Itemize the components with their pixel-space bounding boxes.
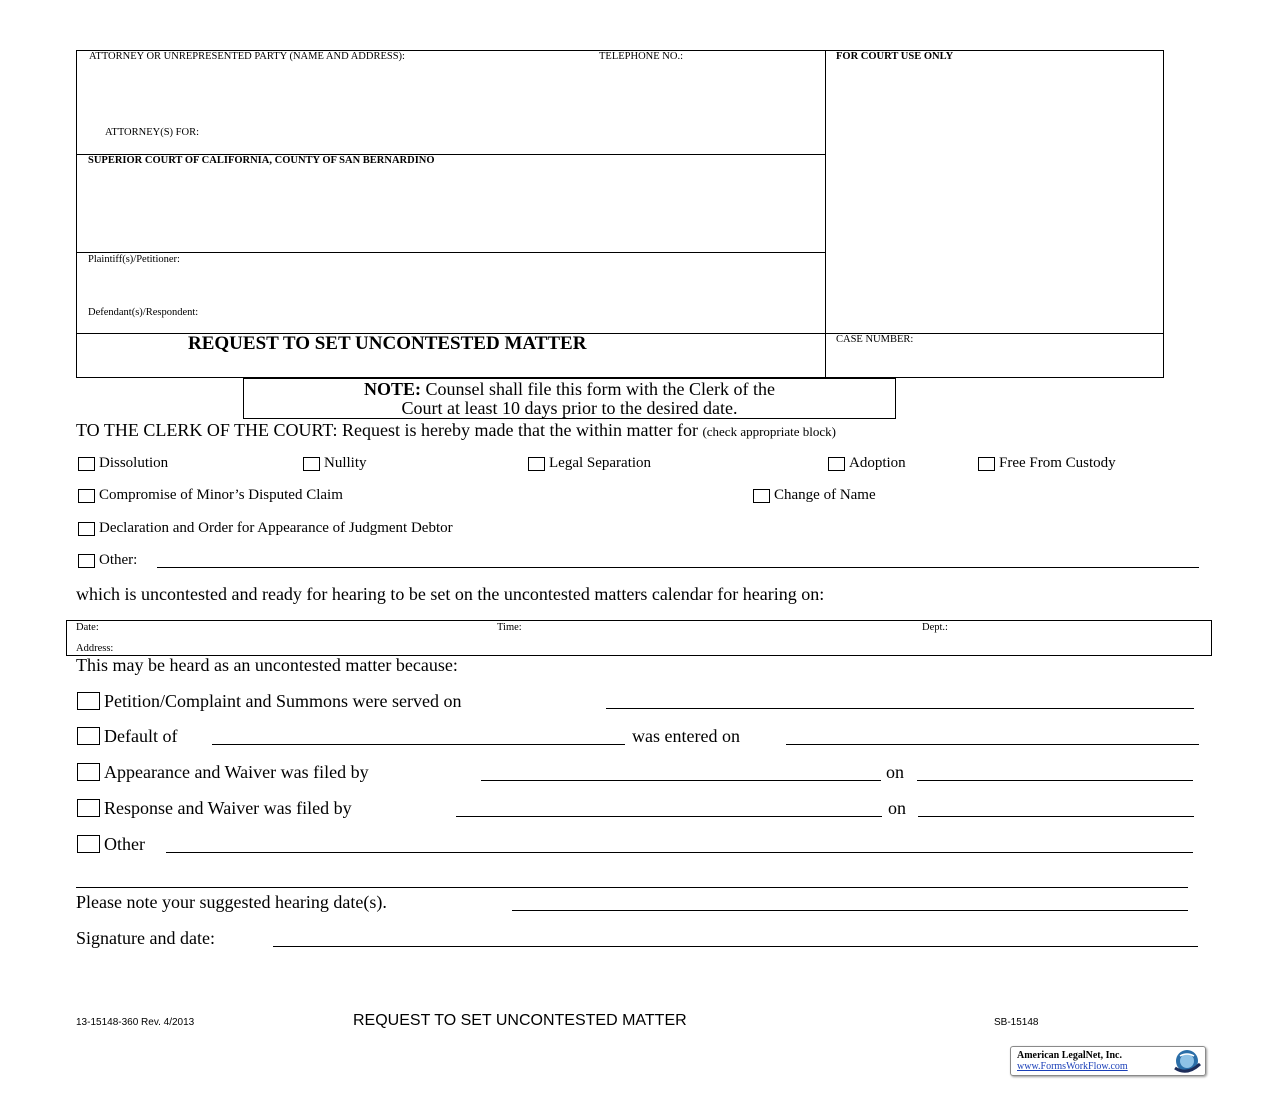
declaration-checkbox[interactable] [78, 522, 95, 536]
was-entered-on-label: was entered on [632, 726, 740, 746]
hearing-date-field[interactable] [110, 621, 494, 639]
attorney-for-label: ATTORNEY(S) FOR: [105, 127, 200, 138]
appearance-by-field[interactable] [481, 762, 885, 782]
form-title: REQUEST TO SET UNCONTESTED MATTER [188, 333, 587, 354]
default-checkbox[interactable] [77, 727, 100, 745]
dissolution-checkbox[interactable] [78, 457, 95, 471]
default-party-field[interactable] [212, 726, 629, 746]
hearing-date-label: Date: [76, 622, 99, 633]
defendant-label: Defendant(s)/Respondent: [88, 307, 199, 318]
defendant-field[interactable] [222, 304, 816, 328]
because-intro: This may be heard as an uncontested matter because: [76, 655, 458, 675]
note-text-1: Counsel shall file this form with the Clerk of the [421, 379, 775, 399]
response-label: Response and Waiver was filed by [104, 798, 352, 818]
other-matter-label: Other: [99, 552, 138, 568]
free-from-custody-checkbox[interactable] [978, 457, 995, 471]
default-date-field[interactable] [786, 726, 1203, 746]
legal-separation-label: Legal Separation [549, 455, 652, 471]
suggested-dates-label: Please note your suggested hearing date(s). [76, 892, 387, 912]
globe-logo-icon [1169, 1048, 1203, 1075]
attorney-name-address-field[interactable] [86, 66, 815, 126]
case-number-label: CASE NUMBER: [836, 334, 914, 345]
other-reason-field-1[interactable] [166, 834, 1197, 854]
court-use-label: FOR COURT USE ONLY [836, 51, 954, 62]
other-matter-checkbox[interactable] [78, 554, 95, 568]
response-by-field[interactable] [456, 798, 886, 818]
hearing-address-label: Address: [76, 643, 114, 654]
court-use-box [825, 50, 1164, 378]
compromise-checkbox[interactable] [78, 489, 95, 503]
request-line [76, 420, 836, 441]
legal-separation-checkbox[interactable] [528, 457, 545, 471]
request-hint: (check appropriate block) [702, 424, 836, 439]
appearance-date-field[interactable] [917, 762, 1197, 782]
footer-form-code: 13-15148-360 Rev. 4/2013 [76, 1017, 195, 1028]
nullity-label: Nullity [324, 455, 367, 471]
response-date-field[interactable] [918, 798, 1198, 818]
adoption-checkbox[interactable] [828, 457, 845, 471]
plaintiff-field[interactable] [86, 268, 815, 292]
declaration-label: Declaration and Order for Appearance of Judgment Debtor [99, 520, 453, 536]
compromise-label: Compromise of Minor’s Disputed Claim [99, 487, 343, 503]
suggested-dates-field[interactable] [512, 892, 1192, 912]
change-of-name-label: Change of Name [774, 487, 876, 503]
appearance-checkbox[interactable] [77, 763, 100, 781]
served-checkbox[interactable] [77, 692, 100, 710]
served-on-field[interactable] [606, 690, 1198, 710]
adoption-label: Adoption [849, 455, 906, 471]
other-matter-field[interactable] [157, 550, 1203, 569]
other-reason-label: Other [104, 834, 145, 854]
request-main: TO THE CLERK OF THE COURT: Request is hereby made that the within matter for [76, 420, 698, 440]
vendor-url[interactable]: www.FormsWorkFlow.com [1017, 1061, 1128, 1072]
hearing-dept-label: Dept.: [922, 622, 948, 633]
appearance-on-label: on [886, 762, 904, 782]
note-line-1 [244, 380, 895, 399]
hearing-time-label: Time: [497, 622, 522, 633]
signature-field[interactable] [273, 928, 1202, 948]
change-of-name-checkbox[interactable] [753, 489, 770, 503]
note-box [243, 378, 896, 419]
vendor-badge [1010, 1046, 1206, 1076]
plaintiff-label: Plaintiff(s)/Petitioner: [88, 254, 180, 265]
appearance-label: Appearance and Waiver was filed by [104, 762, 369, 782]
hearing-time-field[interactable] [532, 621, 916, 639]
attorney-label: ATTORNEY OR UNREPRESENTED PARTY (NAME AND ADDRESS): [89, 51, 405, 62]
case-number-field[interactable] [836, 350, 1158, 374]
nullity-checkbox[interactable] [303, 457, 320, 471]
signature-label: Signature and date: [76, 928, 215, 948]
note-line-2: Court at least 10 days prior to the desired date. [401, 398, 738, 418]
court-address-field[interactable] [86, 172, 815, 250]
footer-sb-code: SB-15148 [994, 1017, 1039, 1028]
divider-parties [76, 252, 826, 253]
court-name: SUPERIOR COURT OF CALIFORNIA, COUNTY OF SAN BERNARDINO [88, 155, 435, 166]
footer-title: REQUEST TO SET UNCONTESTED MATTER [353, 1012, 687, 1029]
note-bold: NOTE: [364, 379, 422, 399]
default-of-label: Default of [104, 726, 178, 746]
dissolution-label: Dissolution [99, 455, 169, 471]
response-on-label: on [888, 798, 906, 818]
hearing-dept-field[interactable] [960, 621, 1209, 639]
telephone-label: TELEPHONE NO.: [599, 51, 683, 62]
response-checkbox[interactable] [77, 799, 100, 817]
free-from-custody-label: Free From Custody [999, 455, 1116, 471]
vendor-name: American LegalNet, Inc. [1017, 1050, 1122, 1061]
other-reason-checkbox[interactable] [77, 835, 100, 853]
attorney-for-field[interactable] [205, 124, 809, 144]
served-label: Petition/Complaint and Summons were served on [104, 691, 462, 711]
uncontested-statement: which is uncontested and ready for hearing to be set on the uncontested matters calendar for hearing on: [76, 584, 825, 604]
other-reason-field-2[interactable] [76, 869, 1192, 889]
